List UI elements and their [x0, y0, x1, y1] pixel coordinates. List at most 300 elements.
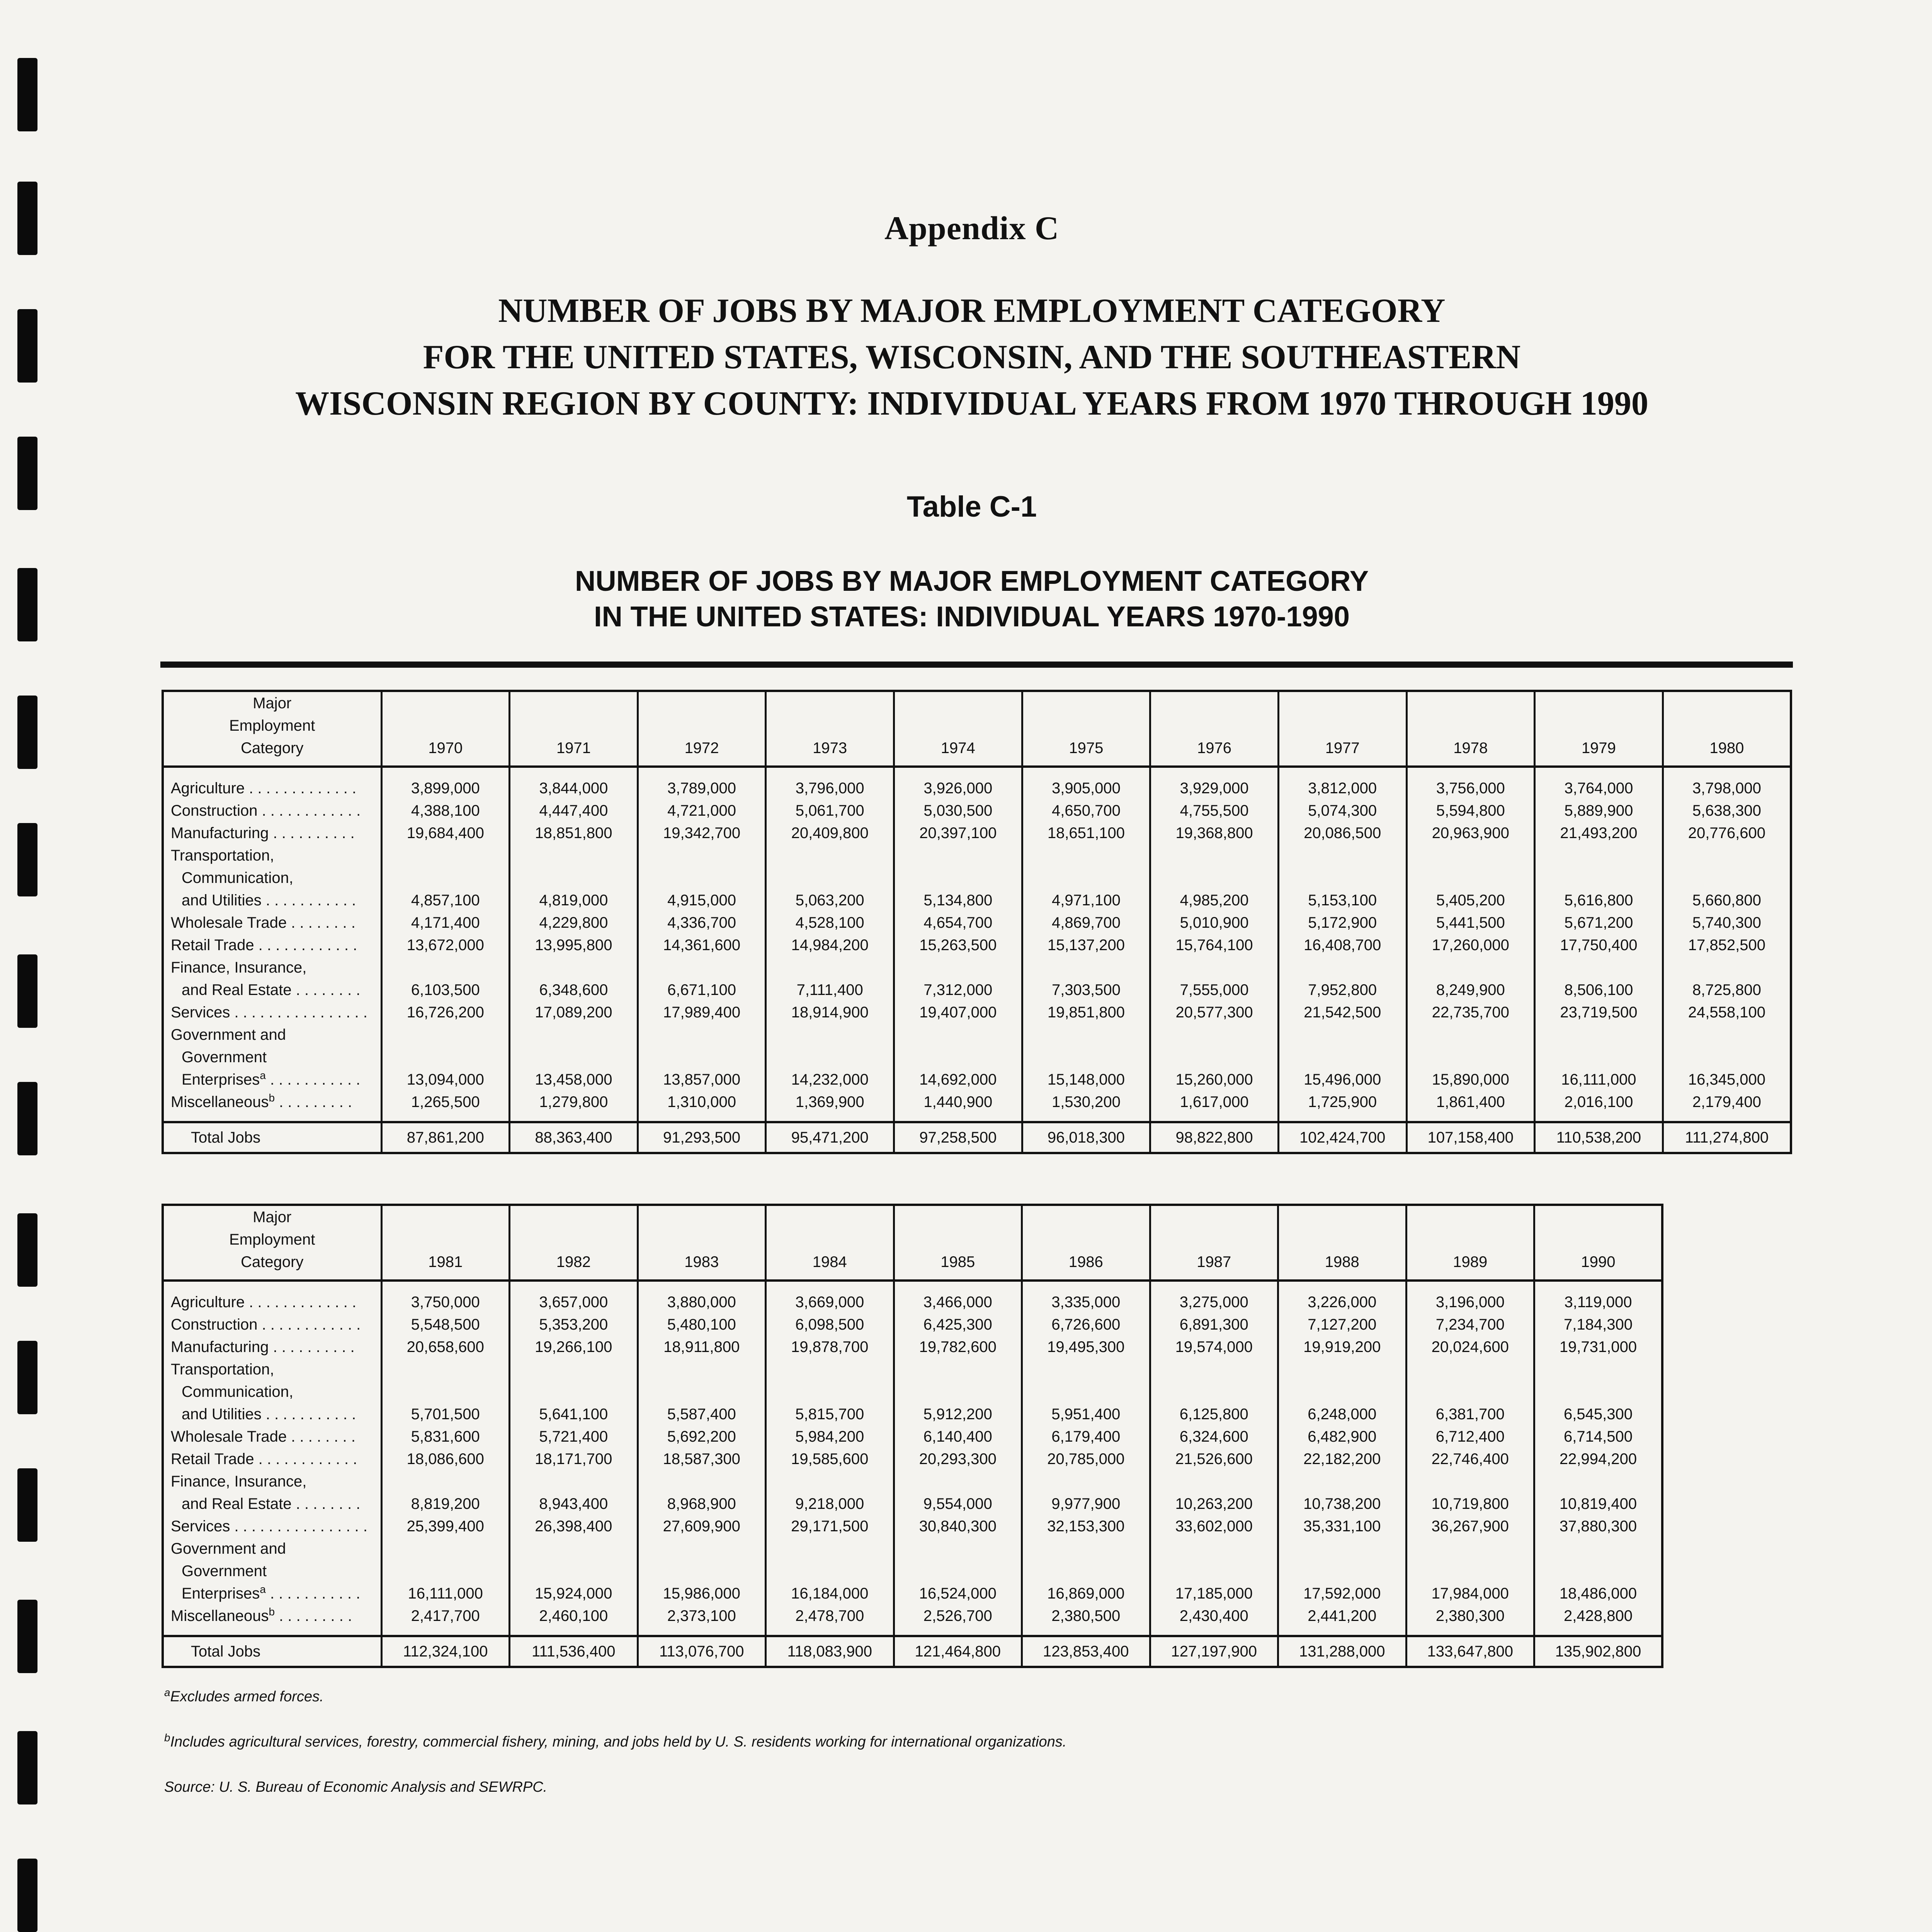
value-cell: 6,179,400 — [1022, 1425, 1150, 1448]
value-cell: 20,024,600 — [1406, 1336, 1534, 1358]
category-cell — [163, 799, 381, 822]
value-cell: 17,984,000 — [1406, 1537, 1534, 1605]
category-label: Government and — [171, 1026, 286, 1043]
value-cell: 3,196,000 — [1406, 1281, 1534, 1313]
category-label: Communication, — [182, 869, 294, 886]
dot-leader: . . . . . . . . . — [275, 1607, 352, 1624]
category-label: Transportation, — [171, 1361, 274, 1378]
value-cell: 19,851,800 — [1022, 1001, 1150, 1024]
value-cell: 3,899,000 — [381, 767, 510, 799]
value-cell: 5,010,900 — [1150, 912, 1279, 934]
category-header — [163, 1205, 381, 1281]
value-cell: 7,303,500 — [1022, 956, 1150, 1001]
dot-leader: . . . . . . . . . . — [269, 1338, 355, 1355]
dot-leader: . . . . . . . . — [287, 1428, 355, 1445]
value-cell: 8,725,800 — [1663, 956, 1791, 1001]
table-row — [163, 1313, 1662, 1336]
category-cell — [163, 1091, 381, 1122]
binding-hole — [17, 58, 37, 131]
category-cell — [163, 1281, 381, 1313]
total-value-cell: 111,274,800 — [1663, 1122, 1791, 1153]
value-cell: 21,542,500 — [1278, 1001, 1406, 1024]
value-cell: 8,819,200 — [381, 1470, 510, 1515]
category-label-line — [171, 1582, 374, 1605]
value-cell: 16,726,200 — [381, 1001, 510, 1024]
value-cell: 10,819,400 — [1534, 1470, 1663, 1515]
category-label: Finance, Insurance, — [171, 959, 307, 976]
year-header: 1985 — [894, 1205, 1022, 1281]
value-cell: 7,555,000 — [1150, 956, 1279, 1001]
category-label: Retail Trade — [171, 1451, 254, 1468]
dot-leader: . . . . . . . . — [287, 914, 355, 931]
value-cell: 9,218,000 — [766, 1470, 894, 1515]
value-cell: 16,345,000 — [1663, 1024, 1791, 1091]
category-header-line: Category — [241, 740, 304, 757]
binding-hole — [17, 1082, 37, 1155]
value-cell: 6,712,400 — [1406, 1425, 1534, 1448]
value-cell: 5,831,600 — [381, 1425, 510, 1448]
category-header-line: Employment — [229, 1231, 315, 1248]
value-cell: 8,249,900 — [1406, 956, 1535, 1001]
value-cell: 17,185,000 — [1150, 1537, 1278, 1605]
category-label-line — [171, 822, 374, 844]
year-header: 1977 — [1278, 691, 1406, 767]
category-label: and Real Estate — [182, 981, 292, 998]
value-cell: 5,441,500 — [1406, 912, 1535, 934]
value-cell: 4,447,400 — [510, 799, 638, 822]
value-cell: 20,785,000 — [1022, 1448, 1150, 1470]
value-cell: 4,721,000 — [638, 799, 766, 822]
value-cell: 6,140,400 — [894, 1425, 1022, 1448]
value-cell: 29,171,500 — [766, 1515, 894, 1537]
value-cell: 7,184,300 — [1534, 1313, 1663, 1336]
value-cell: 3,764,000 — [1535, 767, 1663, 799]
value-cell: 19,342,700 — [638, 822, 766, 844]
value-cell: 3,119,000 — [1534, 1281, 1663, 1313]
category-label-line — [171, 1091, 374, 1113]
table-row — [163, 1605, 1662, 1636]
dot-leader: . . . . . . . . . . . . . . . . — [230, 1518, 368, 1535]
total-value-cell: 112,324,100 — [381, 1636, 510, 1667]
value-cell: 2,417,700 — [381, 1605, 510, 1636]
value-cell: 30,840,300 — [894, 1515, 1022, 1537]
value-cell: 25,399,400 — [381, 1515, 510, 1537]
value-cell: 3,844,000 — [510, 767, 638, 799]
value-cell: 6,671,100 — [638, 956, 766, 1001]
dot-leader: . . . . . . . . . . . . . — [245, 1294, 357, 1311]
value-cell: 32,153,300 — [1022, 1515, 1150, 1537]
footnote-b-mark: b — [164, 1731, 170, 1744]
value-cell: 1,369,900 — [766, 1091, 894, 1122]
value-cell: 15,496,000 — [1278, 1024, 1406, 1091]
value-cell: 10,263,200 — [1150, 1470, 1278, 1515]
value-cell: 6,324,600 — [1150, 1425, 1278, 1448]
value-cell: 6,891,300 — [1150, 1313, 1278, 1336]
value-cell: 5,587,400 — [638, 1358, 766, 1425]
total-value-cell: 135,902,800 — [1534, 1636, 1663, 1667]
year-header: 1978 — [1406, 691, 1535, 767]
year-header: 1987 — [1150, 1205, 1278, 1281]
year-header: 1974 — [894, 691, 1022, 767]
value-cell: 3,926,000 — [894, 767, 1022, 799]
value-cell: 5,641,100 — [510, 1358, 638, 1425]
category-label-line — [171, 1425, 374, 1448]
category-label-line — [171, 799, 374, 822]
value-cell: 5,594,800 — [1406, 799, 1535, 822]
year-header: 1976 — [1150, 691, 1279, 767]
binding-hole — [17, 1468, 37, 1542]
table-row — [163, 1024, 1791, 1091]
category-label: Transportation, — [171, 847, 274, 864]
category-label: Construction — [171, 1316, 258, 1333]
category-label-line — [171, 1470, 374, 1493]
appendix-heading: Appendix C — [884, 209, 1060, 247]
category-label-line — [171, 777, 374, 799]
value-cell: 1,310,000 — [638, 1091, 766, 1122]
value-cell: 2,016,100 — [1535, 1091, 1663, 1122]
table-row — [163, 956, 1791, 1001]
category-label: Manufacturing — [171, 1338, 269, 1355]
category-label-line — [171, 1313, 374, 1336]
value-cell: 15,764,100 — [1150, 934, 1279, 956]
footnote-b — [164, 1731, 1067, 1750]
value-cell: 13,995,800 — [510, 934, 638, 956]
value-cell: 2,460,100 — [510, 1605, 638, 1636]
binding-hole — [17, 1859, 37, 1932]
main-title-line: WISCONSIN REGION BY COUNTY: INDIVIDUAL YEARS FROM 1970 THROUGH 1990 — [295, 385, 1648, 422]
value-cell: 21,526,600 — [1150, 1448, 1278, 1470]
value-cell: 15,924,000 — [510, 1537, 638, 1605]
total-value-cell: 96,018,300 — [1022, 1122, 1150, 1153]
footnote-mark: a — [260, 1069, 266, 1082]
value-cell: 5,984,200 — [766, 1425, 894, 1448]
table-title — [0, 563, 1932, 634]
value-cell: 22,746,400 — [1406, 1448, 1534, 1470]
table-row — [163, 934, 1791, 956]
value-cell: 19,495,300 — [1022, 1336, 1150, 1358]
value-cell: 3,880,000 — [638, 1281, 766, 1313]
category-label: Communication, — [182, 1383, 294, 1400]
value-cell: 1,440,900 — [894, 1091, 1022, 1122]
category-label: Retail Trade — [171, 937, 254, 954]
category-label-line — [171, 1001, 374, 1024]
total-value-cell: 95,471,200 — [766, 1122, 894, 1153]
value-cell: 17,260,000 — [1406, 934, 1535, 956]
category-label: Miscellaneous — [171, 1094, 269, 1111]
value-cell: 17,989,400 — [638, 1001, 766, 1024]
category-label: Agriculture — [171, 780, 245, 797]
value-cell: 15,890,000 — [1406, 1024, 1535, 1091]
value-cell: 35,331,100 — [1278, 1515, 1406, 1537]
value-cell: 33,602,000 — [1150, 1515, 1278, 1537]
total-value-cell: 102,424,700 — [1278, 1122, 1406, 1153]
jobs-table-1970-1980 — [162, 690, 1792, 1154]
total-label: Total Jobs — [163, 1122, 381, 1153]
value-cell: 4,229,800 — [510, 912, 638, 934]
category-label-line — [171, 1537, 374, 1560]
value-cell: 15,148,000 — [1022, 1024, 1150, 1091]
year-header: 1990 — [1534, 1205, 1663, 1281]
year-header: 1971 — [510, 691, 638, 767]
value-cell: 19,878,700 — [766, 1336, 894, 1358]
value-cell: 14,692,000 — [894, 1024, 1022, 1091]
value-cell: 3,226,000 — [1278, 1281, 1406, 1313]
jobs-table-1981-1990 — [162, 1204, 1663, 1668]
dot-leader: . . . . . . . . . . . — [261, 1406, 356, 1423]
value-cell: 18,911,800 — [638, 1336, 766, 1358]
value-cell: 17,750,400 — [1535, 934, 1663, 956]
table-title-line: IN THE UNITED STATES: INDIVIDUAL YEARS 1970-1990 — [594, 600, 1350, 633]
value-cell: 8,943,400 — [510, 1470, 638, 1515]
category-label: and Utilities — [182, 1406, 262, 1423]
category-cell — [163, 1605, 381, 1636]
value-cell: 2,380,300 — [1406, 1605, 1534, 1636]
category-cell — [163, 822, 381, 844]
value-cell: 3,275,000 — [1150, 1281, 1278, 1313]
value-cell: 7,111,400 — [766, 956, 894, 1001]
value-cell: 4,971,100 — [1022, 844, 1150, 912]
value-cell: 13,857,000 — [638, 1024, 766, 1091]
value-cell: 5,074,300 — [1278, 799, 1406, 822]
heavy-rule — [160, 662, 1793, 668]
category-cell — [163, 1358, 381, 1425]
table-row — [163, 767, 1791, 799]
dot-leader: . . . . . . . . . . . — [265, 1585, 361, 1602]
table-row — [163, 1001, 1791, 1024]
category-label: Services — [171, 1004, 230, 1021]
value-cell: 19,574,000 — [1150, 1336, 1278, 1358]
value-cell: 5,480,100 — [638, 1313, 766, 1336]
footnote-b-text: Includes agricultural services, forestry, commercial fishery, mining, and jobs held by U. S. residents working for international organizations. — [170, 1734, 1067, 1750]
category-label-line — [171, 956, 374, 979]
value-cell: 19,919,200 — [1278, 1336, 1406, 1358]
value-cell: 5,548,500 — [381, 1313, 510, 1336]
value-cell: 3,657,000 — [510, 1281, 638, 1313]
value-cell: 4,388,100 — [381, 799, 510, 822]
dot-leader: . . . . . . . . . . . . — [254, 1451, 357, 1468]
value-cell: 18,651,100 — [1022, 822, 1150, 844]
value-cell: 2,526,700 — [894, 1605, 1022, 1636]
value-cell: 2,179,400 — [1663, 1091, 1791, 1122]
category-header-line: Category — [241, 1253, 304, 1270]
value-cell: 5,671,200 — [1535, 912, 1663, 934]
year-header: 1972 — [638, 691, 766, 767]
dot-leader: . . . . . . . . — [291, 1495, 361, 1512]
category-label-line — [171, 844, 374, 867]
main-title-line: FOR THE UNITED STATES, WISCONSIN, AND THE SOUTHEASTERN — [423, 338, 1521, 376]
value-cell: 19,368,800 — [1150, 822, 1279, 844]
value-cell: 20,776,600 — [1663, 822, 1791, 844]
value-cell: 5,616,800 — [1535, 844, 1663, 912]
value-cell: 5,721,400 — [510, 1425, 638, 1448]
category-label-line — [171, 979, 374, 1001]
total-value-cell: 91,293,500 — [638, 1122, 766, 1153]
category-label: Construction — [171, 802, 258, 819]
value-cell: 6,125,800 — [1150, 1358, 1278, 1425]
table-row — [163, 822, 1791, 844]
dot-leader: . . . . . . . . . . . . . . . . — [230, 1004, 368, 1021]
value-cell: 5,889,900 — [1535, 799, 1663, 822]
value-cell: 4,869,700 — [1022, 912, 1150, 934]
category-label-line — [171, 1515, 374, 1537]
value-cell: 5,692,200 — [638, 1425, 766, 1448]
value-cell: 14,361,600 — [638, 934, 766, 956]
value-cell: 22,994,200 — [1534, 1448, 1663, 1470]
total-value-cell: 107,158,400 — [1406, 1122, 1535, 1153]
total-label: Total Jobs — [163, 1636, 381, 1667]
value-cell: 18,851,800 — [510, 822, 638, 844]
category-label-line — [171, 1560, 374, 1582]
total-value-cell: 97,258,500 — [894, 1122, 1022, 1153]
category-label-line — [171, 1068, 374, 1091]
category-label: Services — [171, 1518, 230, 1535]
year-header: 1970 — [381, 691, 510, 767]
table-row — [163, 1537, 1662, 1605]
value-cell: 7,127,200 — [1278, 1313, 1406, 1336]
category-label: Wholesale Trade — [171, 1428, 287, 1445]
footnote-a-mark: a — [164, 1686, 170, 1699]
category-cell — [163, 1537, 381, 1605]
value-cell: 16,408,700 — [1278, 934, 1406, 956]
value-cell: 20,963,900 — [1406, 822, 1535, 844]
value-cell: 17,089,200 — [510, 1001, 638, 1024]
dot-leader: . . . . . . . . . — [275, 1094, 352, 1111]
value-cell: 27,609,900 — [638, 1515, 766, 1537]
category-label: and Utilities — [182, 892, 262, 909]
category-cell — [163, 934, 381, 956]
category-label-line — [171, 1403, 374, 1425]
value-cell: 16,184,000 — [766, 1537, 894, 1605]
value-cell: 6,348,600 — [510, 956, 638, 1001]
value-cell: 4,915,000 — [638, 844, 766, 912]
total-row — [163, 1122, 1791, 1153]
dot-leader: . . . . . . . . . . . . . — [245, 780, 357, 797]
total-value-cell: 133,647,800 — [1406, 1636, 1534, 1667]
category-cell — [163, 1448, 381, 1470]
value-cell: 17,592,000 — [1278, 1537, 1406, 1605]
value-cell: 7,952,800 — [1278, 956, 1406, 1001]
total-value-cell: 88,363,400 — [510, 1122, 638, 1153]
value-cell: 5,912,200 — [894, 1358, 1022, 1425]
value-cell: 13,094,000 — [381, 1024, 510, 1091]
category-cell — [163, 1336, 381, 1358]
value-cell: 7,312,000 — [894, 956, 1022, 1001]
value-cell: 4,528,100 — [766, 912, 894, 934]
value-cell: 3,798,000 — [1663, 767, 1791, 799]
value-cell: 22,735,700 — [1406, 1001, 1535, 1024]
value-cell: 6,425,300 — [894, 1313, 1022, 1336]
footnote-mark: a — [260, 1583, 266, 1595]
category-label: Enterprises — [182, 1071, 260, 1088]
value-cell: 18,171,700 — [510, 1448, 638, 1470]
category-label-line — [171, 1358, 374, 1381]
category-label-line — [171, 1605, 374, 1627]
value-cell: 4,985,200 — [1150, 844, 1279, 912]
value-cell: 3,929,000 — [1150, 767, 1279, 799]
footnote-mark: b — [269, 1092, 275, 1104]
value-cell: 5,030,500 — [894, 799, 1022, 822]
category-cell — [163, 1024, 381, 1091]
category-label: Enterprises — [182, 1585, 260, 1602]
footnote-mark: b — [269, 1605, 275, 1618]
year-header: 1988 — [1278, 1205, 1406, 1281]
source-note: Source: U. S. Bureau of Economic Analysis and SEWRPC. — [164, 1779, 548, 1795]
value-cell: 16,524,000 — [894, 1537, 1022, 1605]
value-cell: 26,398,400 — [510, 1515, 638, 1537]
category-label-line — [171, 1046, 374, 1068]
value-cell: 18,086,600 — [381, 1448, 510, 1470]
year-header: 1984 — [766, 1205, 894, 1281]
binding-hole — [17, 1600, 37, 1673]
value-cell: 9,977,900 — [1022, 1470, 1150, 1515]
category-label-line — [171, 1493, 374, 1515]
value-cell: 24,558,100 — [1663, 1001, 1791, 1024]
value-cell: 3,335,000 — [1022, 1281, 1150, 1313]
category-cell — [163, 1425, 381, 1448]
dot-leader: . . . . . . . . . . . . — [257, 802, 361, 819]
value-cell: 6,714,500 — [1534, 1425, 1663, 1448]
value-cell: 1,265,500 — [381, 1091, 510, 1122]
value-cell: 1,617,000 — [1150, 1091, 1279, 1122]
value-cell: 19,266,100 — [510, 1336, 638, 1358]
main-title-line: NUMBER OF JOBS BY MAJOR EMPLOYMENT CATEGORY — [498, 292, 1446, 330]
value-cell: 8,506,100 — [1535, 956, 1663, 1001]
value-cell: 9,554,000 — [894, 1470, 1022, 1515]
dot-leader: . . . . . . . . . . . . — [257, 1316, 361, 1333]
category-label-line — [171, 912, 374, 934]
value-cell: 4,654,700 — [894, 912, 1022, 934]
value-cell: 3,796,000 — [766, 767, 894, 799]
year-header: 1980 — [1663, 691, 1791, 767]
value-cell: 15,986,000 — [638, 1537, 766, 1605]
year-header: 1986 — [1022, 1205, 1150, 1281]
category-label-line — [171, 1336, 374, 1358]
value-cell: 36,267,900 — [1406, 1515, 1534, 1537]
value-cell: 1,279,800 — [510, 1091, 638, 1122]
table-row — [163, 1281, 1662, 1313]
year-header: 1979 — [1535, 691, 1663, 767]
value-cell: 18,486,000 — [1534, 1537, 1663, 1605]
total-value-cell: 131,288,000 — [1278, 1636, 1406, 1667]
table-row — [163, 1515, 1662, 1537]
value-cell: 16,111,000 — [381, 1537, 510, 1605]
value-cell: 2,428,800 — [1534, 1605, 1663, 1636]
value-cell: 16,869,000 — [1022, 1537, 1150, 1605]
table-row — [163, 844, 1791, 912]
binding-hole — [17, 823, 37, 896]
value-cell: 2,441,200 — [1278, 1605, 1406, 1636]
value-cell: 6,381,700 — [1406, 1358, 1534, 1425]
footnote-a — [164, 1686, 1066, 1705]
category-label: Finance, Insurance, — [171, 1473, 307, 1490]
value-cell: 20,577,300 — [1150, 1001, 1279, 1024]
value-cell: 6,248,000 — [1278, 1358, 1406, 1425]
category-cell — [163, 912, 381, 934]
value-cell: 19,731,000 — [1534, 1336, 1663, 1358]
value-cell: 19,585,600 — [766, 1448, 894, 1470]
category-cell — [163, 1515, 381, 1537]
year-header: 1973 — [766, 691, 894, 767]
value-cell: 5,153,100 — [1278, 844, 1406, 912]
category-cell — [163, 1470, 381, 1515]
value-cell: 20,658,600 — [381, 1336, 510, 1358]
total-value-cell: 113,076,700 — [638, 1636, 766, 1667]
binding-hole — [17, 1731, 37, 1804]
total-value-cell: 118,083,900 — [766, 1636, 894, 1667]
value-cell: 5,061,700 — [766, 799, 894, 822]
value-cell: 2,380,500 — [1022, 1605, 1150, 1636]
value-cell: 22,182,200 — [1278, 1448, 1406, 1470]
